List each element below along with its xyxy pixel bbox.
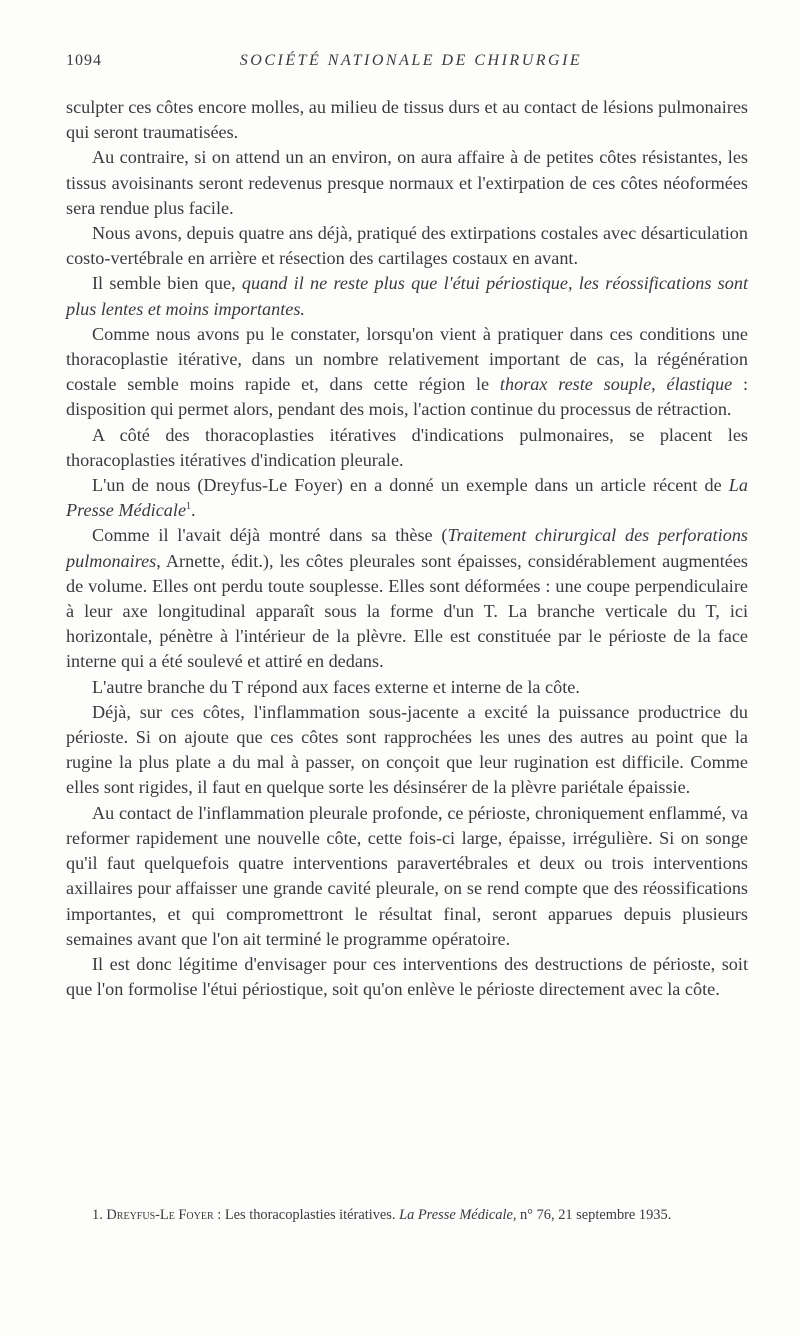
paragraph-6: A côté des thoracoplasties itératives d'indications pulmonaires, se placent les thoracoplasties itératives d'indication pleurale. [66, 424, 748, 470]
body-text [66, 95, 748, 1002]
paragraph-8-text-a: Comme il l'avait déjà montré dans sa thèse ( [92, 525, 448, 546]
paragraph-9: L'autre branche du T répond aux faces externe et interne de la côte. [92, 676, 580, 697]
paragraph-5-emphasis-2: élastique [666, 374, 733, 395]
paragraph-7-text-a: L'un de nous (Dreyfus-Le Foyer) en a donné un exemple dans un article récent de [92, 475, 729, 496]
paragraph-5-emphasis-1: thorax reste souple [499, 374, 652, 395]
paragraph-11: Au contact de l'inflammation pleurale profonde, ce périoste, chroniquement enflammé, va reformer rapidement une nouvelle côte, cette fois-ci large, épaisse, irrégulière. Si on songe qu'il faut quelquefois quatre interventions paravertébrales et deux ou trois interventions axillaires pour affaisser une grande cavité pleurale, on se rend compte que des réossifications importantes, et qui compromettront le résultat final, seront apparues depuis plusieurs semaines avant que l'on ait terminé le programme opératoire. [66, 802, 748, 949]
paragraph-8-thesis-title: Traitement chirurgical des perforations pulmonaires [66, 525, 748, 571]
paragraph-5-text-a: Comme nous avons pu le constater, lorsqu'on vient à pratiquer dans ces conditions une thoracoplastie itérative, dans un nombre relativement important de cas, la régénération costale semble moins rapide et, dans cette région le [66, 323, 748, 395]
paragraph-5 [66, 322, 748, 423]
paragraph-4-emphasis: quand il ne reste plus que l'étui périostique, les réossifications sont plus lentes et moins importantes. [66, 273, 748, 319]
paragraph-5-text-b: : disposition qui permet alors, pendant des mois, l'action continue du processus de rétraction. [66, 374, 749, 420]
paragraph-4 [66, 271, 748, 321]
paragraph-7-text-b: . [191, 500, 196, 521]
paragraph-7 [66, 473, 748, 523]
page-number: 1094 [66, 52, 102, 69]
footnote-text-a: : Les thoracoplasties itératives. [213, 1207, 400, 1223]
footnote-number: 1. [92, 1207, 103, 1223]
paragraph-12: Il est donc légitime d'envisager pour ces interventions des destructions de périoste, soit que l'on formolise l'étui périostique, soit qu'on enlève le périoste directement avec la côte. [66, 953, 748, 1000]
paragraph-10: Déjà, sur ces côtes, l'inflammation sous-jacente a excité la puissance productrice du périoste. Si on ajoute que ces côtes sont rapprochées les unes des autres au point que la rugine la plus plate a du mal à passer, on conçoit que leur rugination est difficile. Comme elles sont rigides, il faut en quelque sorte les désinsérer de la plèvre pariétale épaissie. [66, 701, 748, 798]
paragraph-7-journal: La Presse Médicale [66, 475, 748, 521]
paragraph-3: Nous avons, depuis quatre ans déjà, pratiqué des extirpations costales avec désarticulation costo-vertébrale en arrière et résection des cartilages costaux en avant. [66, 223, 748, 269]
paragraph-8 [66, 523, 748, 674]
paragraph-5-separator: , [651, 374, 667, 395]
footnote-text-b: , n° 76, 21 septembre 1935. [512, 1207, 672, 1223]
paragraph-2: Au contraire, si on attend un an environ, on aura affaire à de petites côtes résistantes, les tissus avoisinants seront redevenus presque normaux et l'extirpation de ces côtes néoformées sera rendue plus facile. [66, 147, 748, 218]
footnote-journal: La Presse Médicale [399, 1207, 513, 1223]
page-header [66, 52, 736, 76]
paragraph-1: sculpter ces côtes encore molles, au milieu de tissus durs et au contact de lésions pulmonaires qui seront traumatisées. [66, 97, 748, 143]
footnote [66, 1206, 748, 1225]
running-head: SOCIÉTÉ NATIONALE DE CHIRURGIE [239, 52, 583, 69]
footnote-1 [66, 1206, 748, 1225]
footnote-author: Dreyfus-Le Foyer [106, 1207, 214, 1223]
footnote-reference: 1 [186, 501, 192, 513]
paragraph-8-text-b: , Arnette, édit.), les côtes pleurales sont épaisses, considérablement augmentées de volume. Elles ont perdu toute souplesse. Elles sont déformées : une coupe perpendiculaire à leur axe longitudinal apparaît sous la forme d'un T. La branche verticale du T, ici horizontale, pénètre à l'intérieur de la plèvre. Elle est constituée par le périoste de la face interne qui a été soulevé et attiré en dedans. [66, 550, 748, 672]
paragraph-4-text: Il semble bien que, [92, 273, 242, 294]
